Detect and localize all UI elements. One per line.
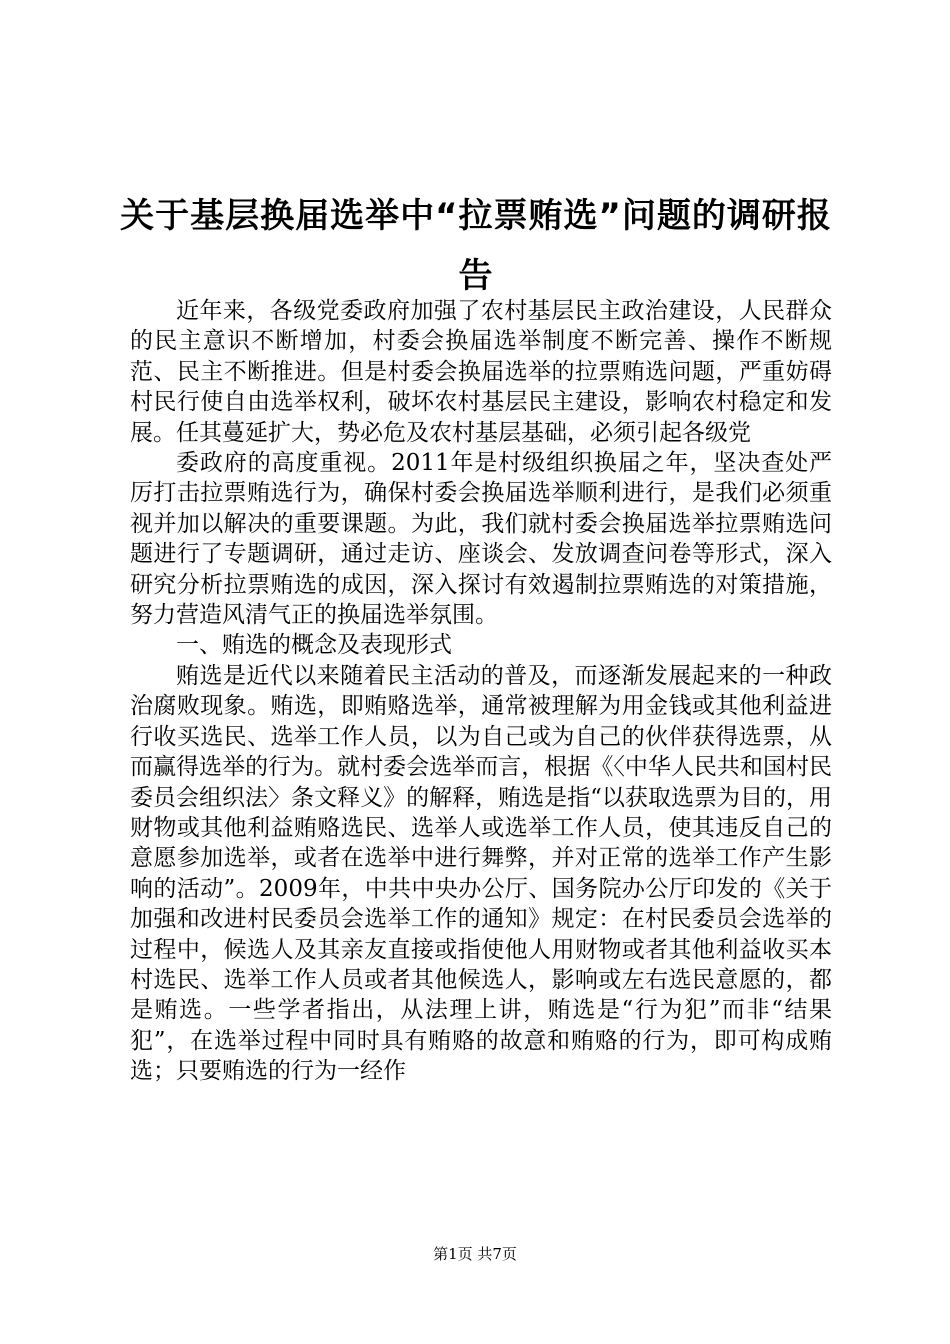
paragraph-purpose: 委政府的高度重视。2011年是村级组织换届之年，坚决查处严厉打击拉票贿选行为，确保村委会换届选举顺利进行，是我们必须重视并加以解决的重要课题。为此，我们就村委会换届选举拉票贿选问题进行了专题调研，通过走访、座谈会、发放调查问卷等形式，深入研究分析拉票贿选的成因，深入探讨有效遏制拉票贿选的对策措施，努力营造风清气正的换届选举氛围。: [130, 450, 832, 629]
paragraph-definition: 贿选是近代以来随着民主活动的普及，而逐渐发展起来的一种政治腐败现象。贿选，即贿赂选举，通常被理解为用金钱或其他利益进行收买选民、选举工作人员，以为自己或为自己的伙伴获得选票，从而赢得选举的行为。就村委会选举而言，根据《〈中华人民共和国村民委员会组织法〉条文释义》的解释，贿选是指“以获取选票为目的，用财物或其他利益贿赂选民、选举人或选举工作人员，使其违反自己的意愿参加选举，或者在选举中进行舞弊，并对正常的选举工作产生影响的活动”。2009年，中共中央办公厅、国务院办公厅印发的《关于加强和改进村民委员会选举工作的通知》规定：在村民委员会选举的过程中，候选人及其亲友直接或指使他人用财物或者其他利益收买本村选民、选举工作人员或者其他候选人，影响或左右选民意愿的，都是贿选。一些学者指出，从法理上讲，贿选是“行为犯”而非“结果犯”，在选举过程中同时具有贿赂的故意和贿赂的行为，即可构成贿选；只要贿选的行为一经作: [130, 662, 832, 1085]
paragraph-intro: 近年来，各级党委政府加强了农村基层民主政治建设，人民群众的民主意识不断增加，村委会换届选举制度不断完善、操作不断规范、民主不断推进。但是村委会换届选举的拉票贿选问题，严重妨碍村民行使自由选举权利，破坏农村基层民主建设，影响农村稳定和发展。任其蔓延扩大，势必危及农村基层基础，必须引起各级党: [130, 298, 832, 446]
document-title: 关于基层换届选举中“拉票贿选”问题的调研报告: [120, 196, 832, 296]
document-body: [130, 296, 832, 1087]
section-heading-1: 一、贿选的概念及表现形式: [176, 632, 452, 659]
page-footer: 第1页 共7页: [433, 1245, 517, 1263]
